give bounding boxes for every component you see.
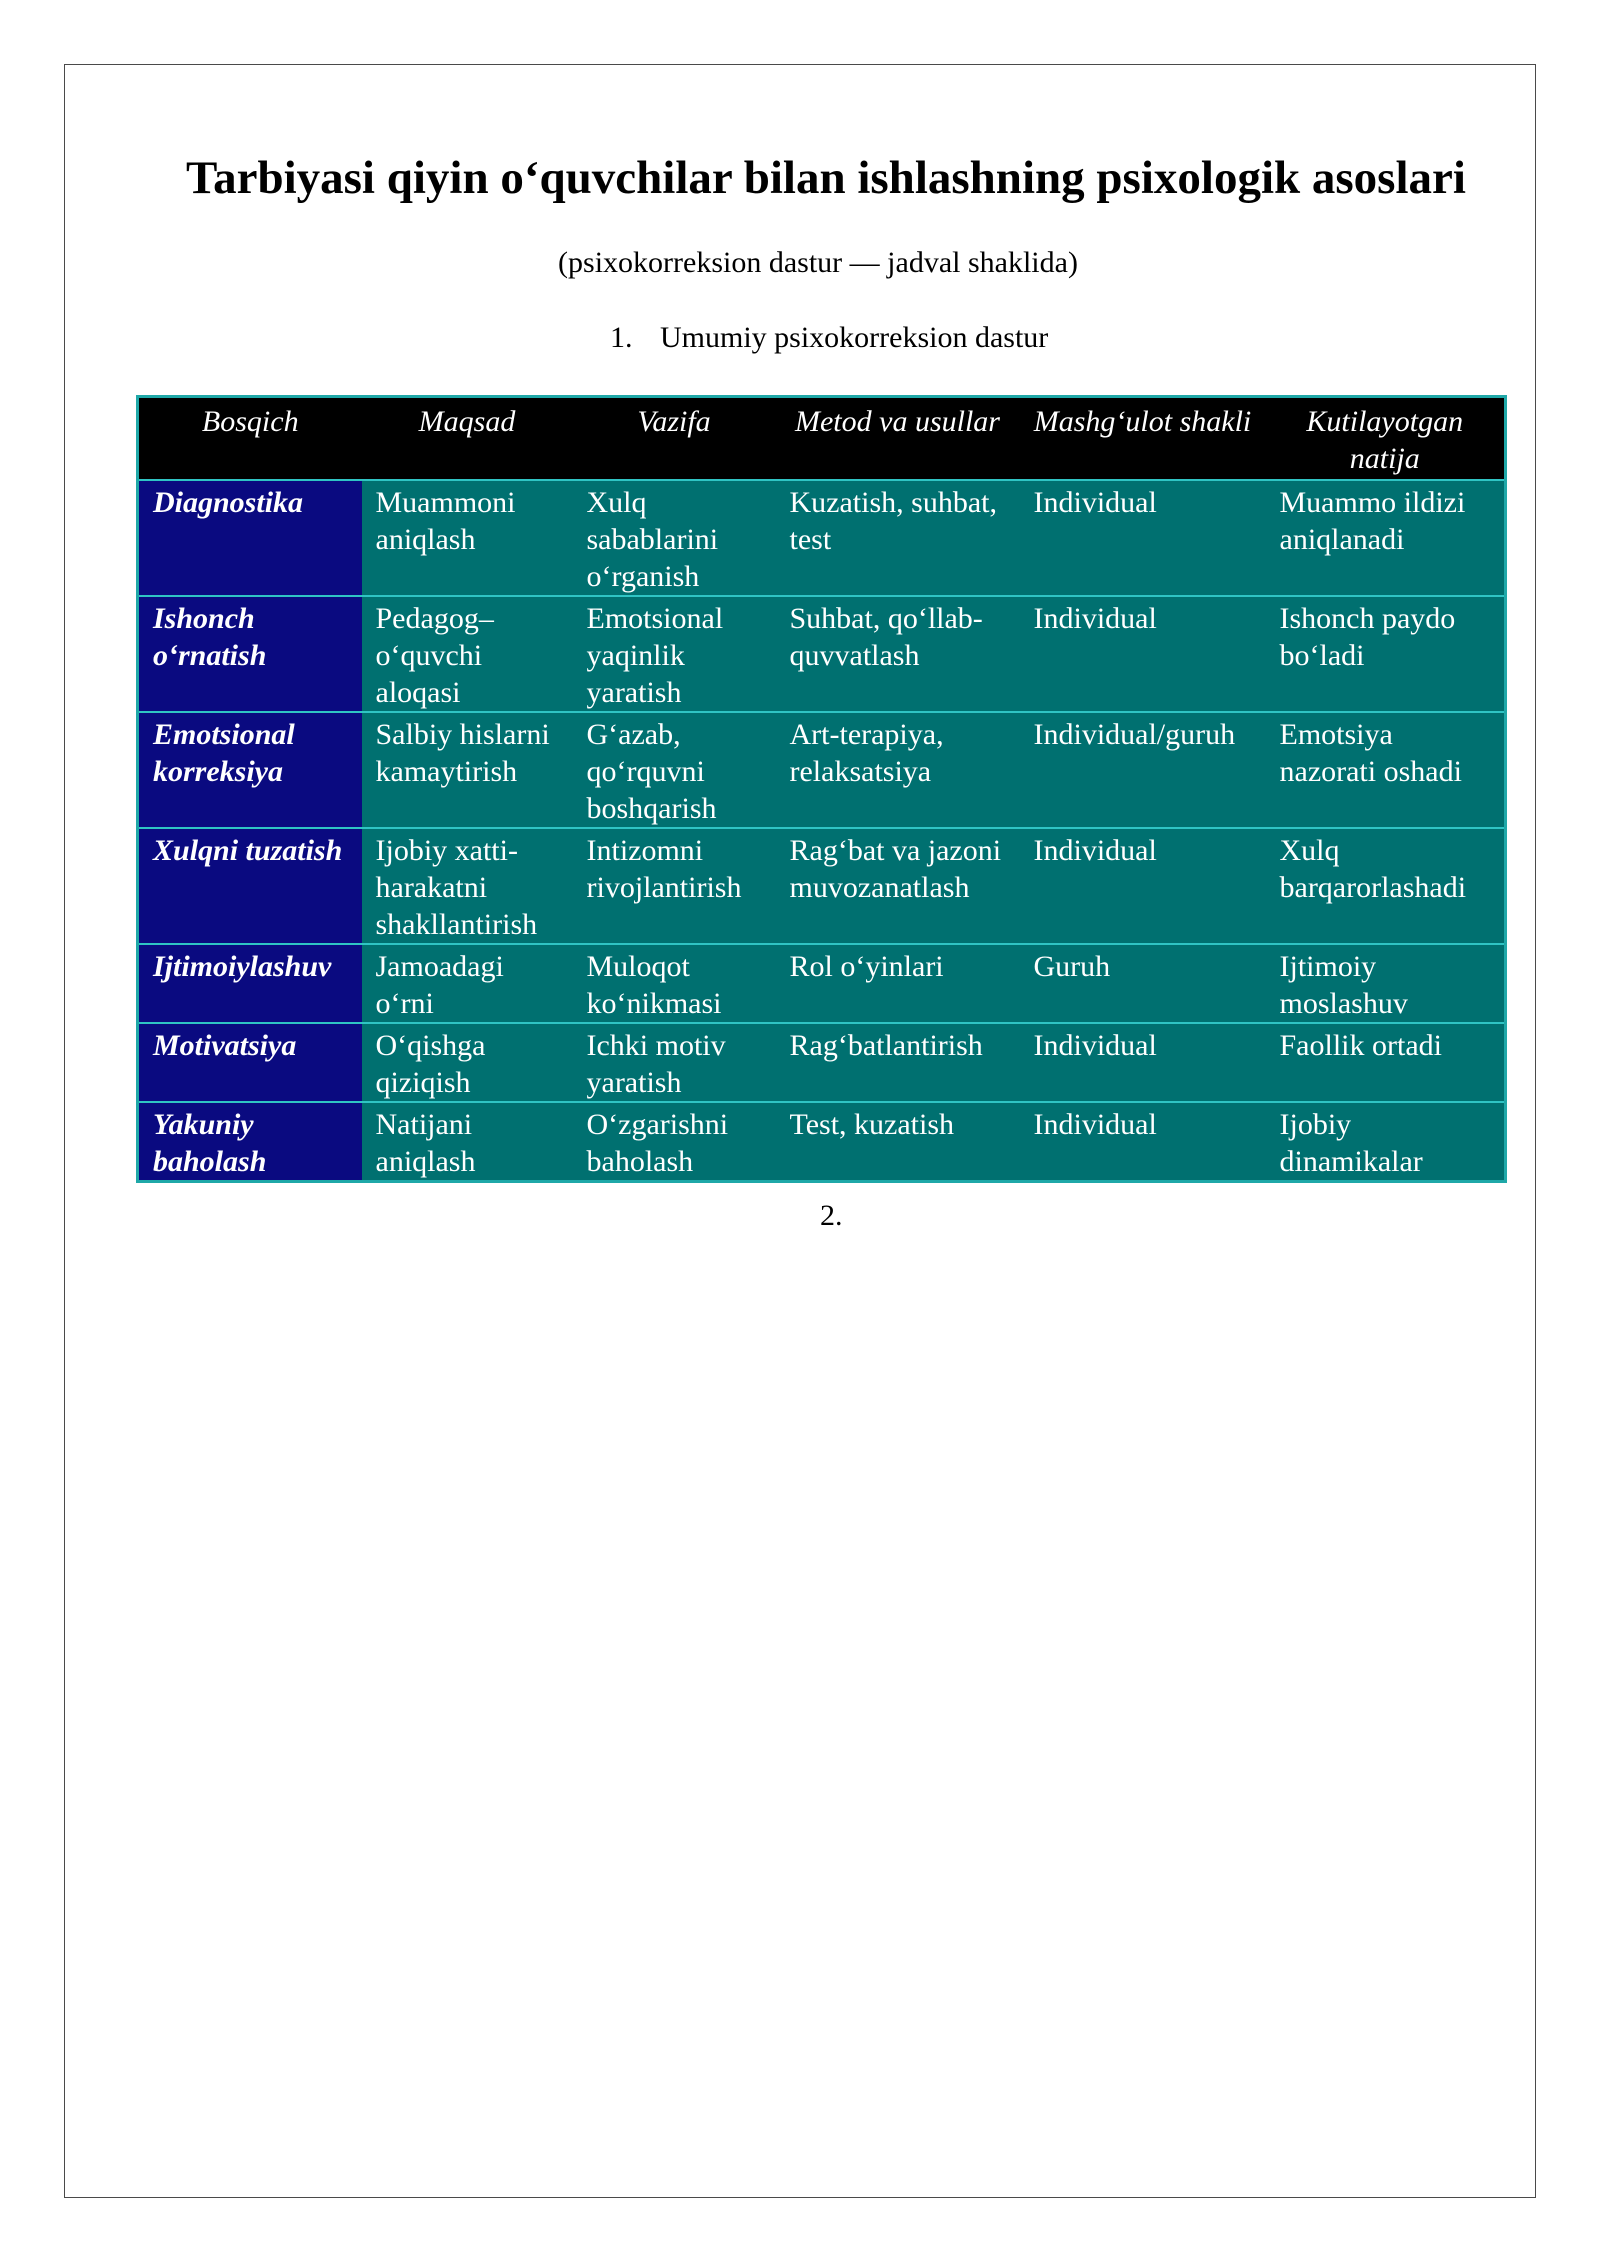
result-cell: Xulq barqarorlashadi bbox=[1266, 828, 1506, 944]
goal-cell: Jamoadagi o‘rni bbox=[362, 944, 573, 1023]
goal-cell: O‘qishga qiziqish bbox=[362, 1023, 573, 1102]
task-cell: G‘azab, qo‘rquvni boshqarish bbox=[573, 712, 776, 828]
stage-cell: Motivatsiya bbox=[138, 1023, 362, 1102]
document-title: Tarbiyasi qiyin o‘quvchilar bilan ishlashning psixologik asoslari bbox=[186, 152, 1466, 204]
header-goal: Maqsad bbox=[362, 397, 573, 481]
result-cell: Faollik ortadi bbox=[1266, 1023, 1506, 1102]
goal-cell: Ijobiy xatti-harakatni shakllantirish bbox=[362, 828, 573, 944]
task-cell: Muloqot ko‘nikmasi bbox=[573, 944, 776, 1023]
goal-cell: Salbiy hislarni kamaytirish bbox=[362, 712, 573, 828]
header-task: Vazifa bbox=[573, 397, 776, 481]
goal-cell: Pedagog–o‘quvchi aloqasi bbox=[362, 596, 573, 712]
method-cell: Art-terapiya, relaksatsiya bbox=[776, 712, 1020, 828]
stage-cell: Emotsional korreksiya bbox=[138, 712, 362, 828]
method-cell: Kuzatish, suhbat, test bbox=[776, 480, 1020, 596]
table-header-row bbox=[138, 397, 1506, 481]
program-table bbox=[136, 395, 1507, 1183]
task-cell: Ichki motiv yaratish bbox=[573, 1023, 776, 1102]
task-cell: Emotsional yaqinlik yaratish bbox=[573, 596, 776, 712]
goal-cell: Natijani aniqlash bbox=[362, 1102, 573, 1182]
form-cell: Individual bbox=[1020, 1102, 1266, 1182]
method-cell: Rol o‘yinlari bbox=[776, 944, 1020, 1023]
form-cell: Individual bbox=[1020, 480, 1266, 596]
table-row bbox=[138, 712, 1506, 828]
table-row bbox=[138, 1023, 1506, 1102]
table-row bbox=[138, 480, 1506, 596]
stage-cell: Xulqni tuzatish bbox=[138, 828, 362, 944]
program-table-container bbox=[136, 395, 1504, 1183]
method-cell: Rag‘bat va jazoni muvozanatlash bbox=[776, 828, 1020, 944]
section-1-heading bbox=[610, 320, 1048, 356]
stage-cell: Ijtimoiylashuv bbox=[138, 944, 362, 1023]
goal-cell: Muammoni aniqlash bbox=[362, 480, 573, 596]
form-cell: Individual bbox=[1020, 1023, 1266, 1102]
task-cell: O‘zgarishni baholash bbox=[573, 1102, 776, 1182]
section-1-number: 1. bbox=[610, 321, 633, 354]
result-cell: Muammo ildizi aniqlanadi bbox=[1266, 480, 1506, 596]
table-row bbox=[138, 944, 1506, 1023]
header-stage: Bosqich bbox=[138, 397, 362, 481]
method-cell: Suhbat, qo‘llab-quvvatlash bbox=[776, 596, 1020, 712]
result-cell: Ishonch paydo bo‘ladi bbox=[1266, 596, 1506, 712]
stage-cell: Diagnostika bbox=[138, 480, 362, 596]
table-row bbox=[138, 596, 1506, 712]
form-cell: Individual bbox=[1020, 596, 1266, 712]
table-row bbox=[138, 1102, 1506, 1182]
form-cell: Guruh bbox=[1020, 944, 1266, 1023]
method-cell: Test, kuzatish bbox=[776, 1102, 1020, 1182]
method-cell: Rag‘batlantirish bbox=[776, 1023, 1020, 1102]
stage-cell: Yakuniy baholash bbox=[138, 1102, 362, 1182]
form-cell: Individual bbox=[1020, 828, 1266, 944]
result-cell: Emotsiya nazorati oshadi bbox=[1266, 712, 1506, 828]
task-cell: Xulq sabablarini o‘rganish bbox=[573, 480, 776, 596]
header-method: Metod va usullar bbox=[776, 397, 1020, 481]
table-row bbox=[138, 828, 1506, 944]
stage-cell: Ishonch o‘rnatish bbox=[138, 596, 362, 712]
document-subtitle: (psixokorreksion dastur — jadval shaklida) bbox=[558, 246, 1078, 279]
task-cell: Intizomni rivojlantirish bbox=[573, 828, 776, 944]
header-expected-result: Kutilayotgan natija bbox=[1266, 397, 1506, 481]
result-cell: Ijobiy dinamikalar bbox=[1266, 1102, 1506, 1182]
result-cell: Ijtimoiy moslashuv bbox=[1266, 944, 1506, 1023]
section-2-number: 2. bbox=[820, 1199, 843, 1232]
header-session-form: Mashg‘ulot shakli bbox=[1020, 397, 1266, 481]
form-cell: Individual/guruh bbox=[1020, 712, 1266, 828]
section-1-title: Umumiy psixokorreksion dastur bbox=[660, 321, 1049, 354]
